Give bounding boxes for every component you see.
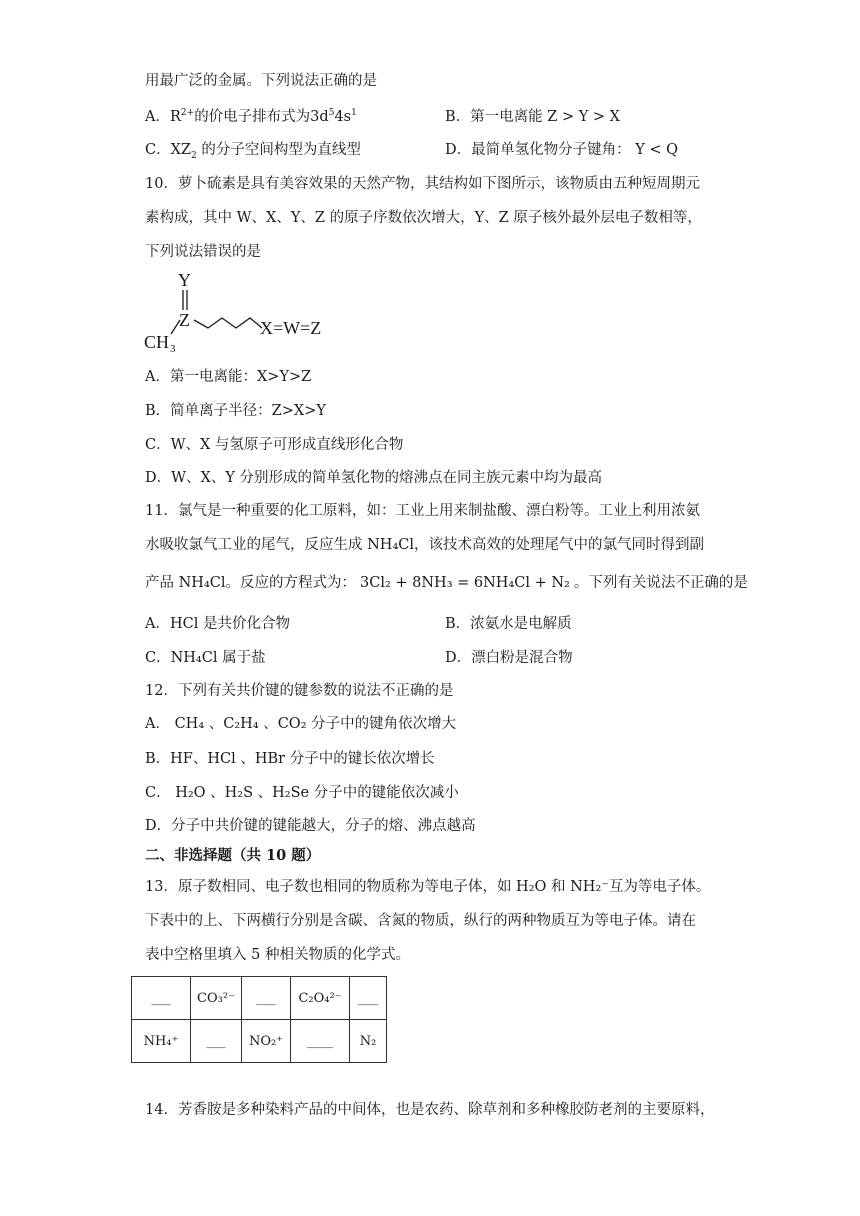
- table-cell: C₂O₄²⁻: [291, 977, 350, 1020]
- isoelectronic-table: [131, 976, 387, 1063]
- q10-option-c: C．W、X 与氢原子可形成直线形化合物: [145, 437, 404, 453]
- table-cell: CO₃²⁻: [191, 977, 242, 1020]
- q11-option-b: B．浓氨水是电解质: [445, 616, 572, 632]
- q11-option-d: D．漂白粉是混合物: [445, 650, 573, 666]
- q10-option-b: B．简单离子半径：Z>X>Y: [145, 403, 326, 419]
- table-cell: ___: [191, 1020, 242, 1063]
- q11-equation: 3Cl₂ + 8NH₃ = 6NH₄Cl + N₂: [360, 575, 570, 591]
- table-cell: ___: [350, 977, 387, 1020]
- q12-stem: 12．下列有关共价键的键参数的说法不正确的是: [145, 683, 454, 699]
- q9-option-a: A．$R^{2+}$的价电子排布式为$3d^54s^1$: [145, 108, 357, 125]
- table-cell: ___: [132, 977, 191, 1020]
- table-cell: NH₄⁺: [132, 1020, 191, 1063]
- structure-atom-y: Y: [178, 270, 191, 290]
- r-symbol: R: [169, 109, 181, 125]
- q10-option-a: A．第一电离能：X>Y>Z: [145, 369, 312, 385]
- q12-option-d: D．分子中共价键的键能越大，分子的熔、沸点越高: [145, 818, 476, 834]
- table-cell: ____: [291, 1020, 350, 1063]
- q11-stem-line1: 11．氯气是一种重要的化工原料，如：工业上用来制盐酸、漂白粉等。工业上利用浓氨: [145, 503, 700, 519]
- q9-option-d: D．最简单氢化物分子键角： Y < Q: [445, 142, 679, 158]
- table-cell: ___: [242, 977, 291, 1020]
- q10-option-d: D．W、X、Y 分别形成的简单氢化物的熔沸点在同主族元素中均为最高: [145, 470, 603, 486]
- q10-stem-line2: 素构成，其中 W、X、Y、Z 的原子序数依次增大，Y、Z 原子核外最外层电子数相等，: [145, 210, 702, 226]
- q12-option-b: B．HF、HCl 、HBr 分子中的键长依次增长: [145, 751, 435, 767]
- q11-option-a: A．HCl 是共价化合物: [145, 616, 290, 632]
- table-row-nitrogen: [132, 1020, 387, 1063]
- structure-ch: CH: [144, 332, 170, 352]
- q10-stem-line3: 下列说法错误的是: [145, 244, 261, 260]
- section-heading: 二、非选择题（共 10 题）: [145, 847, 321, 864]
- q12-option-a: A． CH₄ 、C₂H₄ 、CO₂ 分子中的键角依次增大: [145, 716, 457, 732]
- q10-stem-line1: 10．萝卜硫素是具有美容效果的天然产物，其结构如下图所示，该物质由五种短周期元: [145, 176, 700, 192]
- q13-stem-line2: 下表中的上、下两横行分别是含碳、含氮的物质，纵行的两种物质互为等电子体。请在: [145, 913, 696, 929]
- q11-option-c: C．NH₄Cl 属于盐: [145, 650, 266, 666]
- table-row-carbon: [132, 977, 387, 1020]
- q11-stem-line2: 水吸收氯气工业的尾气，反应生成 NH₄Cl，该技术高效的处理尾气中的氯气同时得到副: [145, 537, 704, 553]
- q11-stem-line3: 产品 NH₄Cl。反应的方程式为： 3Cl₂ + 8NH₃ = 6NH₄Cl + N₂ 。下列有关说法不正确的是: [145, 575, 748, 591]
- structure-xwz: X=W=Z: [260, 318, 322, 338]
- structure-atom-z: Z: [179, 310, 190, 330]
- q13-stem-line3: 表中空格里填入 5 种相关物质的化学式。: [145, 947, 410, 963]
- q9-option-b: B．第一电离能 Z > Y > X: [445, 109, 620, 125]
- q13-stem-line1: 13．原子数相同、电子数也相同的物质称为等电子体，如 H₂O 和 NH₂⁻互为等电子体。: [145, 879, 711, 895]
- question-9-stem-tail: 用最广泛的金属。下列说法正确的是: [145, 73, 377, 89]
- q14-stem-line1: 14．芳香胺是多种染料产品的中间体，也是农药、除草剂和多种橡胶防老剂的主要原料，: [145, 1102, 715, 1118]
- q12-option-c: C． H₂O 、H₂S 、H₂Se 分子中的键能依次减小: [145, 785, 459, 801]
- structure-ch-sub: 3: [170, 343, 176, 355]
- table-cell: N₂: [350, 1020, 387, 1063]
- table-cell: NO₂⁺: [242, 1020, 291, 1063]
- q9-option-c: C．$XZ_2$ 的分子空间构型为直线型: [145, 142, 361, 161]
- sulforaphane-structure: [140, 266, 360, 358]
- carbon-chain: [194, 318, 262, 328]
